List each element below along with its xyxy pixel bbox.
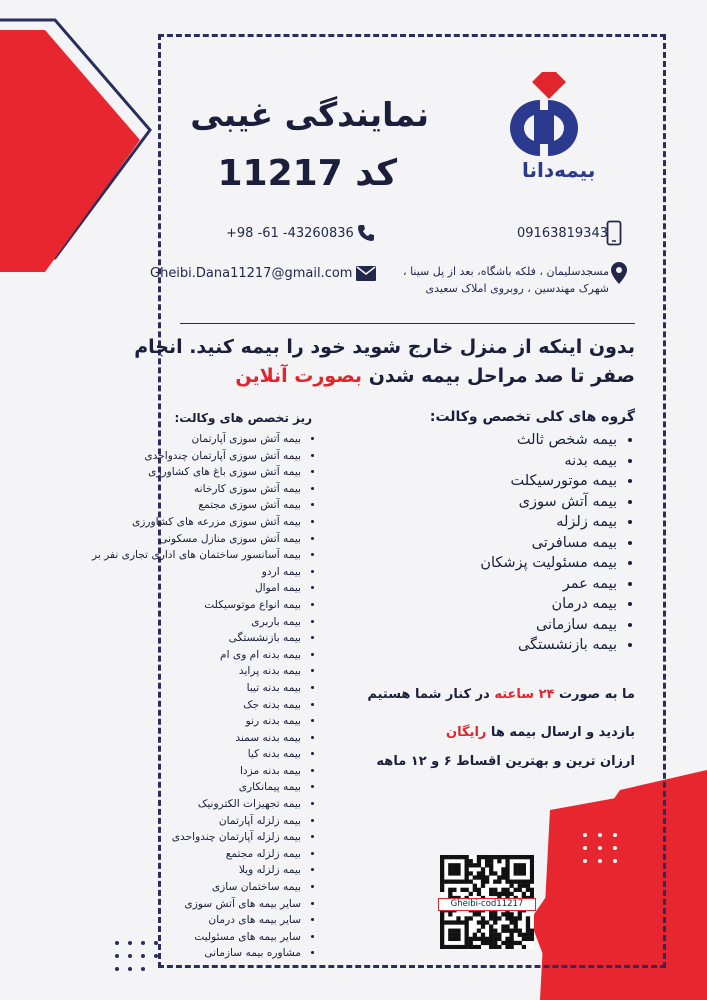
list-item: • بیمه زلزله ویلا — [0, 862, 301, 879]
list-item: • بیمه بازنشستگی — [357, 635, 617, 656]
list-item: • بیمه بدنه پراید — [0, 663, 301, 680]
mobile-icon — [606, 220, 622, 246]
list-item: • بیمه پیمانکاری — [0, 779, 301, 796]
list-item: • بیمه آتش سوزی منازل مسکونی — [0, 531, 301, 548]
agency-code: کد 11217 — [217, 153, 397, 194]
list-item: • بیمه بدنه تیبا — [0, 680, 301, 697]
sub-groups-list — [0, 431, 315, 962]
list-item: • بیمه زلزله مجتمع — [0, 846, 301, 863]
visit-prefix: بازدید و ارسال بیمه ها — [486, 725, 635, 740]
slogan-line1: بدون اینکه از منزل خارج شوید خود را بیمه کنید. انجام — [134, 336, 635, 358]
list-item: • بیمه تجهیزات الکترونیک — [0, 796, 301, 813]
list-item: • بیمه بدنه سمند — [0, 730, 301, 747]
list-item: • بیمه آتش سوزی مجتمع — [0, 497, 301, 514]
list-item: • بیمه باربری — [0, 614, 301, 631]
hours-highlight: ۲۴ ساعته — [494, 687, 555, 702]
visit-highlight: رایگان — [446, 725, 487, 740]
list-item: • بیمه بدنه — [357, 451, 617, 472]
list-item: • بیمه بدنه کیا — [0, 746, 301, 763]
address-line1: مسجدسلیمان ، فلکه باشگاه، بعد از پل سینا ، — [403, 265, 609, 278]
list-item: • بیمه سازمانی — [357, 615, 617, 636]
list-item: • بیمه بازنشستگی — [0, 630, 301, 647]
agency-title: نمایندگی غیبی — [190, 95, 429, 134]
sub-groups-title: ریز تخصص های وکالت: — [174, 411, 312, 425]
address-line2: شهرک مهندسین ، روبروی املاک سعیدی — [425, 282, 609, 295]
installments-note: ارزان ترین و بهترین اقساط ۶ و ۱۲ ماهه — [376, 754, 635, 769]
list-item: • بیمه زلزله آپارتمان — [0, 813, 301, 830]
list-item: • بیمه بدنه جک — [0, 697, 301, 714]
location-icon — [611, 262, 627, 284]
hours-prefix: ما به صورت — [554, 687, 635, 702]
landline-number: +98 -61 -43260836 — [226, 226, 354, 241]
slogan-highlight: بصورت آنلاین — [235, 365, 363, 387]
list-item: • بیمه بدنه رنو — [0, 713, 301, 730]
list-item: • بیمه آتش سوزی کارخانه — [0, 481, 301, 498]
list-item: • بیمه آتش سوزی آپارتمان — [0, 431, 301, 448]
list-item: • بیمه مسافرتی — [357, 533, 617, 554]
list-item: • بیمه موتورسیکلت — [357, 471, 617, 492]
email-icon — [356, 266, 376, 281]
divider — [180, 323, 635, 324]
logo-brand-text: بیمه‌دانا — [522, 158, 596, 182]
address — [403, 263, 609, 297]
hours-suffix: در کنار شما هستیم — [367, 687, 495, 702]
list-item: • سایر بیمه های درمان — [0, 912, 301, 929]
main-groups-title: گروه های کلی تخصص وکالت: — [429, 409, 635, 425]
list-item: • بیمه انواع موتوسیکلت — [0, 597, 301, 614]
visit-note — [446, 725, 635, 740]
list-item: • بیمه زلزله — [357, 512, 617, 533]
list-item: • بیمه اردو — [0, 564, 301, 581]
email-address[interactable]: Gheibi.Dana11217@gmail.com — [150, 266, 353, 281]
mobile-number: 09163819343 — [517, 226, 608, 241]
hours-note — [367, 687, 635, 702]
phone-icon — [356, 223, 376, 243]
slogan-line2-text: صفر تا صد مراحل بیمه شدن — [362, 365, 635, 387]
list-item: • بیمه اموال — [0, 580, 301, 597]
list-item: • سایر بیمه های آتش سوزی — [0, 896, 301, 913]
list-item: • بیمه ساختمان سازی — [0, 879, 301, 896]
list-item: • بیمه آسانسور ساختمان های اداری تجاری نفر بر — [0, 547, 301, 564]
list-item: • بیمه درمان — [357, 594, 617, 615]
list-item: • بیمه آتش سوزی مزرعه های کشاورزی — [0, 514, 301, 531]
main-groups-list — [357, 430, 635, 656]
list-item: • بیمه آتش سوزی باغ های کشاورزی — [0, 464, 301, 481]
list-item: • بیمه آتش سوزی آپارتمان چندواحدی — [0, 448, 301, 465]
dana-insurance-logo — [490, 72, 590, 157]
list-item: • بیمه بدنه مزدا — [0, 763, 301, 780]
list-item: • مشاوره بیمه سازمانی — [0, 945, 301, 962]
list-item: • بیمه بدنه ام وی ام — [0, 647, 301, 664]
list-item: • سایر بیمه های مسئولیت — [0, 929, 301, 946]
qr-label: Gheibi-cod11217 — [438, 898, 536, 911]
list-item: • بیمه زلزله آپارتمان چندواحدی — [0, 829, 301, 846]
list-item: • بیمه مسئولیت پزشکان — [357, 553, 617, 574]
list-item: • بیمه عمر — [357, 574, 617, 595]
slogan-line2 — [75, 365, 635, 387]
top-left-hexagon — [0, 0, 165, 275]
list-item: • بیمه شخص ثالث — [357, 430, 617, 451]
list-item: • بیمه آتش سوزی — [357, 492, 617, 513]
